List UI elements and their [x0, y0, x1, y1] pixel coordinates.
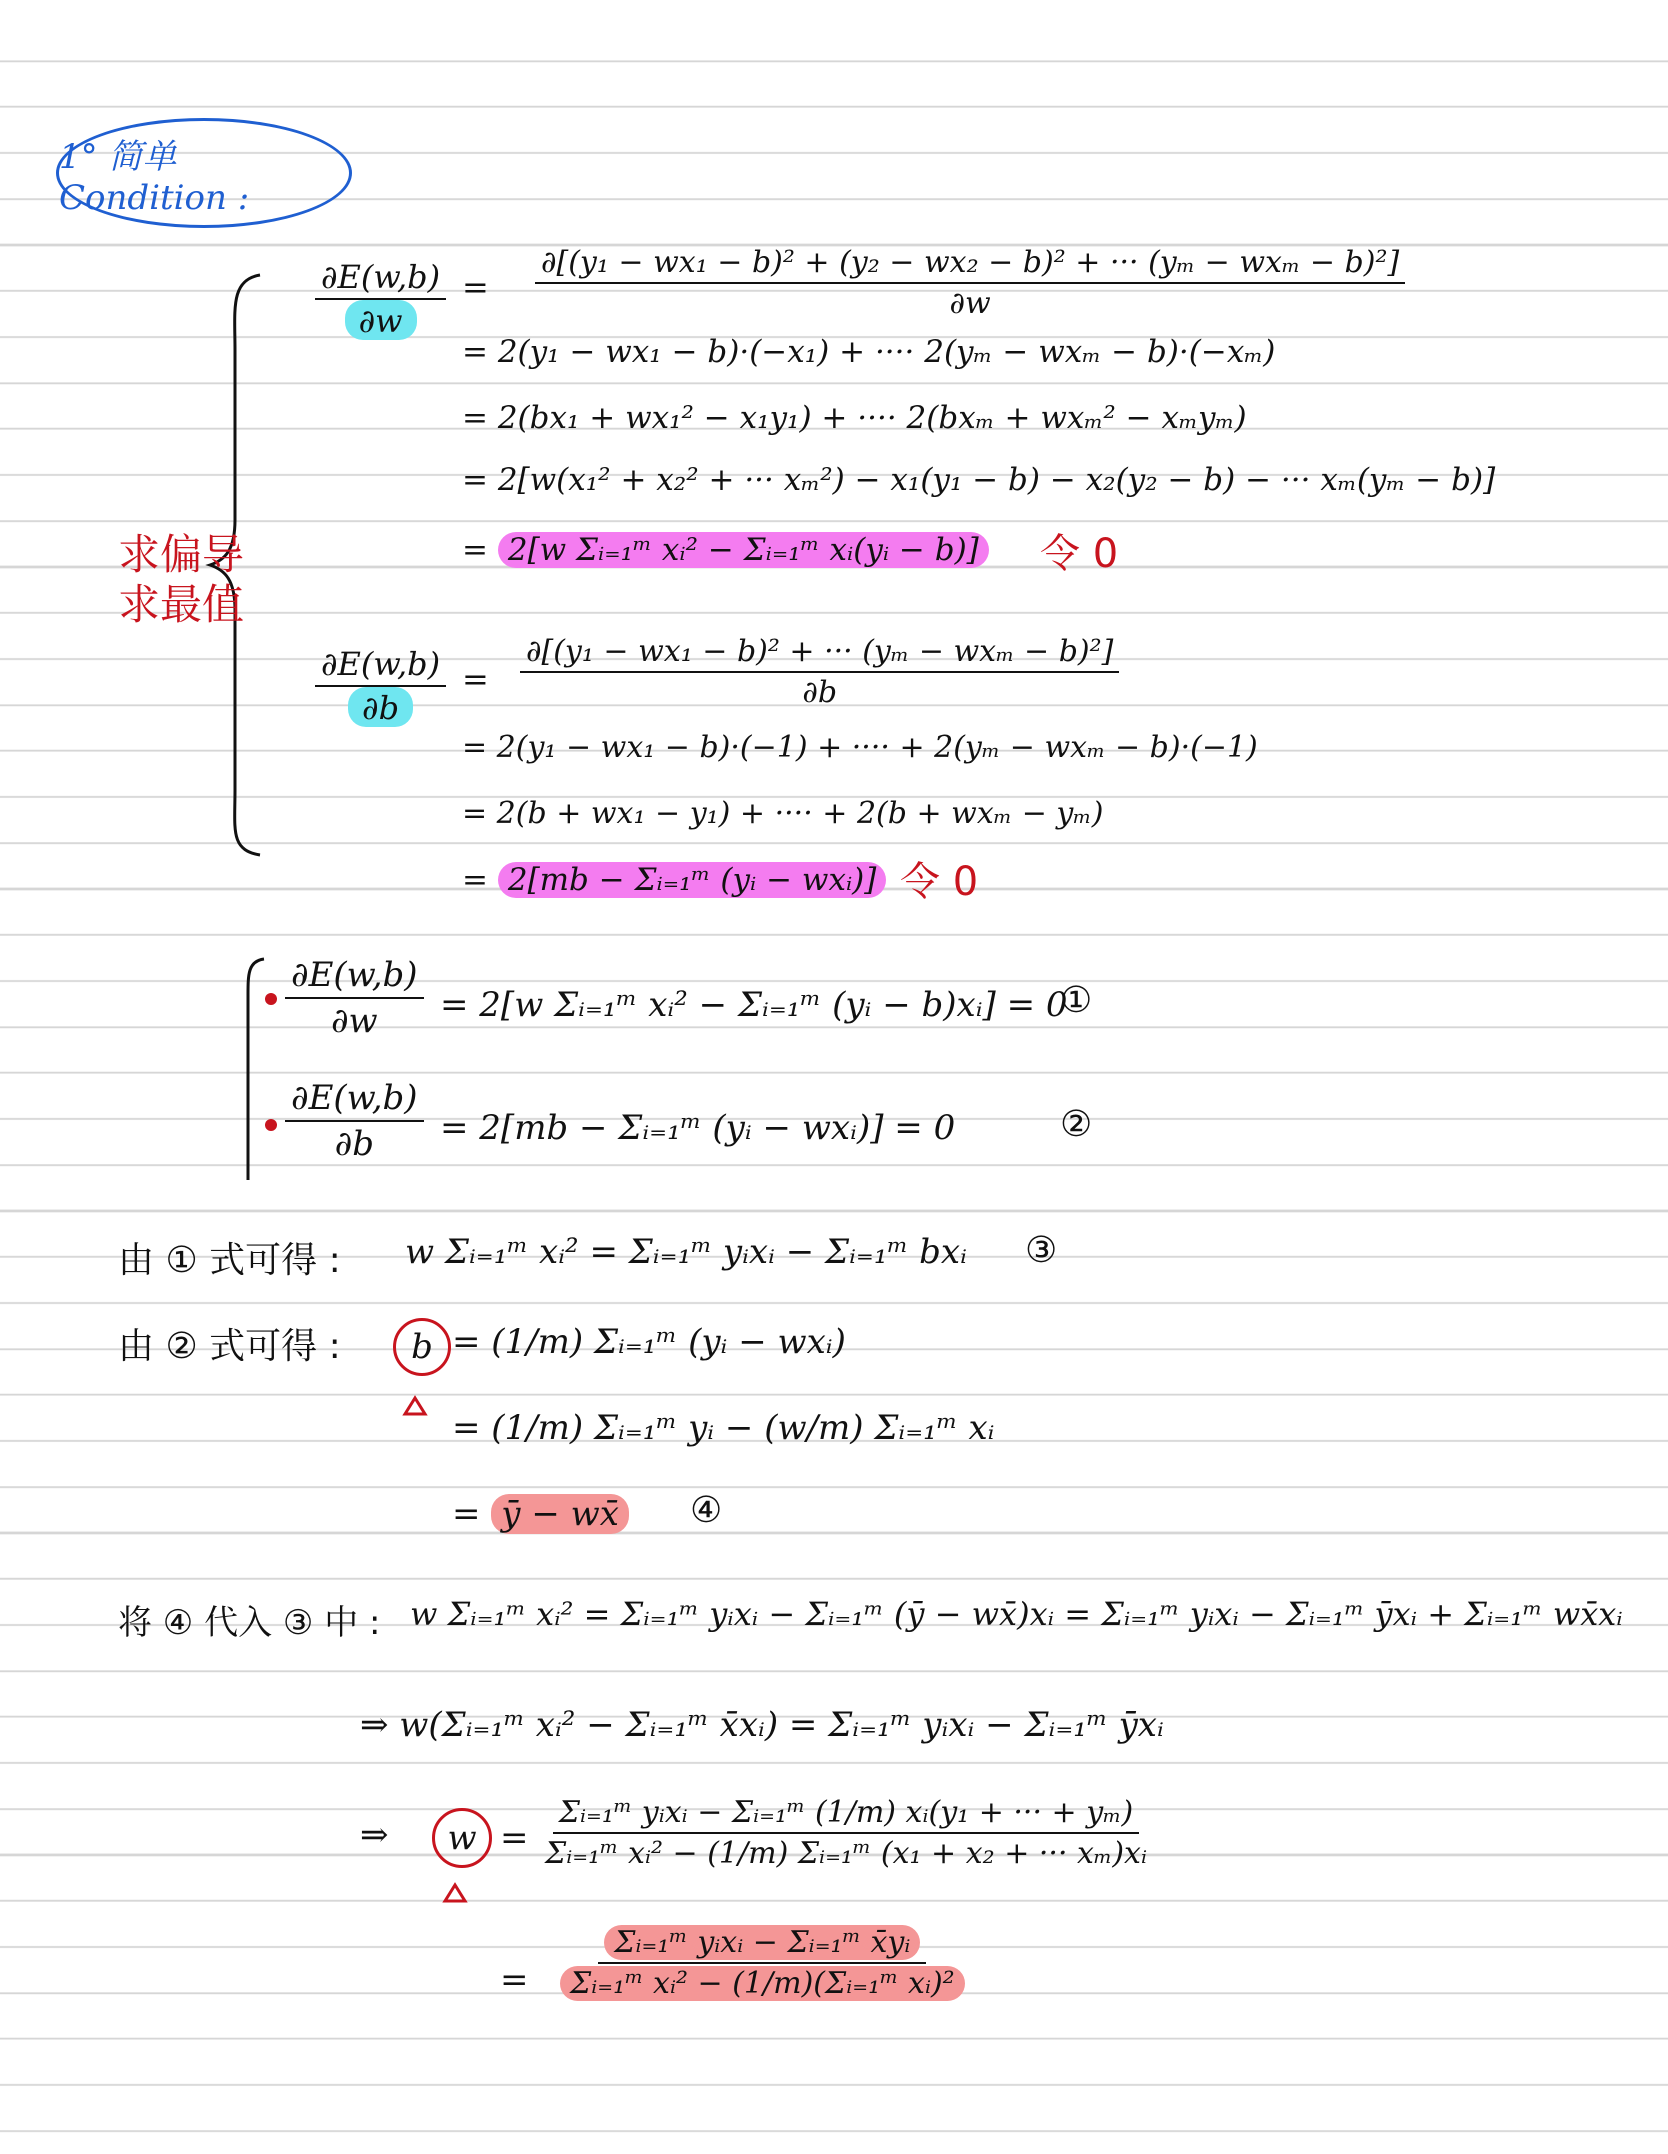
- dw-line1: [535, 245, 1405, 321]
- system-eq1-num: ∂E(w,b): [285, 955, 424, 999]
- db-eq-sign: =: [462, 660, 489, 698]
- w-fraction-num: Σᵢ₌₁ᵐ yᵢxᵢ − Σᵢ₌₁ᵐ (1/m) xᵢ(y₁ + ··· + yₘ): [553, 1795, 1140, 1834]
- from2-line2: = (1/m) Σᵢ₌₁ᵐ yᵢ − (w/m) Σᵢ₌₁ᵐ xᵢ: [452, 1408, 995, 1448]
- sub-label: 将 ④ 代入 ③ 中 :: [118, 1603, 381, 1643]
- final-eq-sign: =: [500, 1960, 529, 2000]
- implies-arrow: ⇒: [360, 1815, 389, 1855]
- db-line4-highlight: 2[mb − Σᵢ₌₁ᵐ (yᵢ − wxᵢ)]: [498, 862, 887, 898]
- db-line3: = 2(b + wx₁ − y₁) + ···· + 2(b + wxₘ − yₘ): [462, 796, 1104, 831]
- w-fraction-den: Σᵢ₌₁ᵐ xᵢ² − (1/m) Σᵢ₌₁ᵐ (x₁ + x₂ + ··· xₘ)xᵢ: [545, 1836, 1147, 1871]
- triangle-mark-1-icon: [402, 1395, 428, 1417]
- from1-label: 由 ① 式可得 :: [118, 1240, 341, 1281]
- from2-label: 由 ② 式可得 :: [118, 1326, 341, 1367]
- dw-lhs-den: ∂w: [345, 300, 417, 340]
- system-eq1: = 2[w Σᵢ₌₁ᵐ xᵢ² − Σᵢ₌₁ᵐ (yᵢ − b)xᵢ] = 0: [440, 985, 1068, 1025]
- from2-var-circled: [393, 1318, 451, 1376]
- sub-line1: w Σᵢ₌₁ᵐ xᵢ² = Σᵢ₌₁ᵐ yᵢxᵢ − Σᵢ₌₁ᵐ (ȳ − wx̄)xᵢ = Σᵢ₌₁ᵐ yᵢxᵢ − Σᵢ₌₁ᵐ ȳxᵢ + Σᵢ₌₁ᵐ wx̄xᵢ: [410, 1595, 1623, 1633]
- dw-eq-sign: =: [462, 268, 489, 306]
- page-title: 1° 简单 Condition :: [59, 136, 250, 218]
- final-fraction-den: Σᵢ₌₁ᵐ xᵢ² − (1/m)(Σᵢ₌₁ᵐ xᵢ)²: [560, 1966, 965, 2001]
- sub-line2: ⇒ w(Σᵢ₌₁ᵐ xᵢ² − Σᵢ₌₁ᵐ x̄xᵢ) = Σᵢ₌₁ᵐ yᵢxᵢ − Σᵢ₌₁ᵐ ȳxᵢ: [360, 1705, 1164, 1745]
- db-line1-num: ∂[(y₁ − wx₁ − b)² + ··· (yₘ − wxₘ − b)²]: [520, 634, 1119, 673]
- final-fraction-den-wrap: [560, 1964, 965, 2001]
- from2-line3: = ȳ − wx̄: [452, 1494, 629, 1534]
- dw-line5-highlight: 2[w Σᵢ₌₁ᵐ xᵢ² − Σᵢ₌₁ᵐ xᵢ(yᵢ − b)]: [498, 532, 989, 568]
- final-fraction-num-wrap: [598, 1925, 926, 1964]
- db-line1: [520, 634, 1119, 710]
- from2-line1: = (1/m) Σᵢ₌₁ᵐ (yᵢ − wxᵢ): [452, 1322, 846, 1362]
- final-fraction: [560, 1925, 965, 2001]
- db-line2: = 2(y₁ − wx₁ − b)·(−1) + ···· + 2(yₘ − wxₘ − b)·(−1): [462, 730, 1258, 765]
- w-fraction: [545, 1795, 1147, 1871]
- system-eq2-tag: ②: [1060, 1104, 1093, 1145]
- db-lhs-num: ∂E(w,b): [315, 645, 446, 687]
- title-oval: [56, 118, 352, 228]
- db-set-zero: 令 0: [900, 859, 979, 905]
- system-eq2-num: ∂E(w,b): [285, 1078, 424, 1122]
- dw-line2: = 2(y₁ − wx₁ − b)·(−x₁) + ···· 2(yₘ − wxₘ − b)·(−xₘ): [462, 334, 1276, 370]
- bullet-1-icon: [264, 992, 278, 1006]
- triangle-mark-2-icon: [442, 1882, 468, 1904]
- dw-line5: = 2[w Σᵢ₌₁ᵐ xᵢ² − Σᵢ₌₁ᵐ xᵢ(yᵢ − b)]: [462, 532, 989, 568]
- dw-lhs: [315, 258, 446, 340]
- dw-line1-num: ∂[(y₁ − wx₁ − b)² + (y₂ − wx₂ − b)² + ··· (yₘ − wxₘ − b)²]: [535, 245, 1405, 284]
- w-eq-sign: =: [500, 1818, 529, 1858]
- system-eq1-lhs: [285, 955, 424, 1041]
- dw-line1-den: ∂w: [949, 286, 991, 321]
- from1-tag: ③: [1025, 1230, 1058, 1271]
- side-label-line1: 求偏导: [118, 530, 245, 579]
- system-eq1-den: ∂w: [330, 1001, 378, 1041]
- side-label: [118, 530, 244, 630]
- final-fraction-num: Σᵢ₌₁ᵐ yᵢxᵢ − Σᵢ₌₁ᵐ x̄yᵢ: [604, 1925, 920, 1960]
- dw-line3: = 2(bx₁ + wx₁² − x₁y₁) + ···· 2(bxₘ + wxₘ² − xₘyₘ): [462, 400, 1247, 436]
- side-label-line2: 求最值: [118, 580, 245, 629]
- bullet-2-icon: [264, 1118, 278, 1132]
- db-line1-den: ∂b: [802, 675, 838, 710]
- dw-lhs-num: ∂E(w,b): [315, 258, 446, 300]
- w-var: w: [447, 1818, 477, 1858]
- db-lhs: [315, 645, 446, 727]
- from2-line3-highlight: ȳ − wx̄: [491, 1494, 629, 1534]
- system-eq2-lhs: [285, 1078, 424, 1164]
- db-lhs-den: ∂b: [348, 687, 413, 727]
- from2-tag: ④: [690, 1490, 723, 1531]
- from2-var: b: [411, 1327, 433, 1367]
- db-line4: = 2[mb − Σᵢ₌₁ᵐ (yᵢ − wxᵢ)]: [462, 862, 886, 898]
- system-brace-icon: [238, 955, 268, 1185]
- from1-expr: w Σᵢ₌₁ᵐ xᵢ² = Σᵢ₌₁ᵐ yᵢxᵢ − Σᵢ₌₁ᵐ bxᵢ: [405, 1232, 967, 1272]
- dw-line4: = 2[w(x₁² + x₂² + ··· xₘ²) − x₁(y₁ − b) − x₂(y₂ − b) − ··· xₘ(yₘ − b)]: [462, 462, 1496, 498]
- dw-set-zero: 令 0: [1040, 531, 1119, 577]
- system-eq1-tag: ①: [1060, 980, 1093, 1021]
- w-var-circled: [432, 1808, 492, 1868]
- system-eq2: = 2[mb − Σᵢ₌₁ᵐ (yᵢ − wxᵢ)] = 0: [440, 1108, 956, 1148]
- system-eq2-den: ∂b: [334, 1124, 374, 1164]
